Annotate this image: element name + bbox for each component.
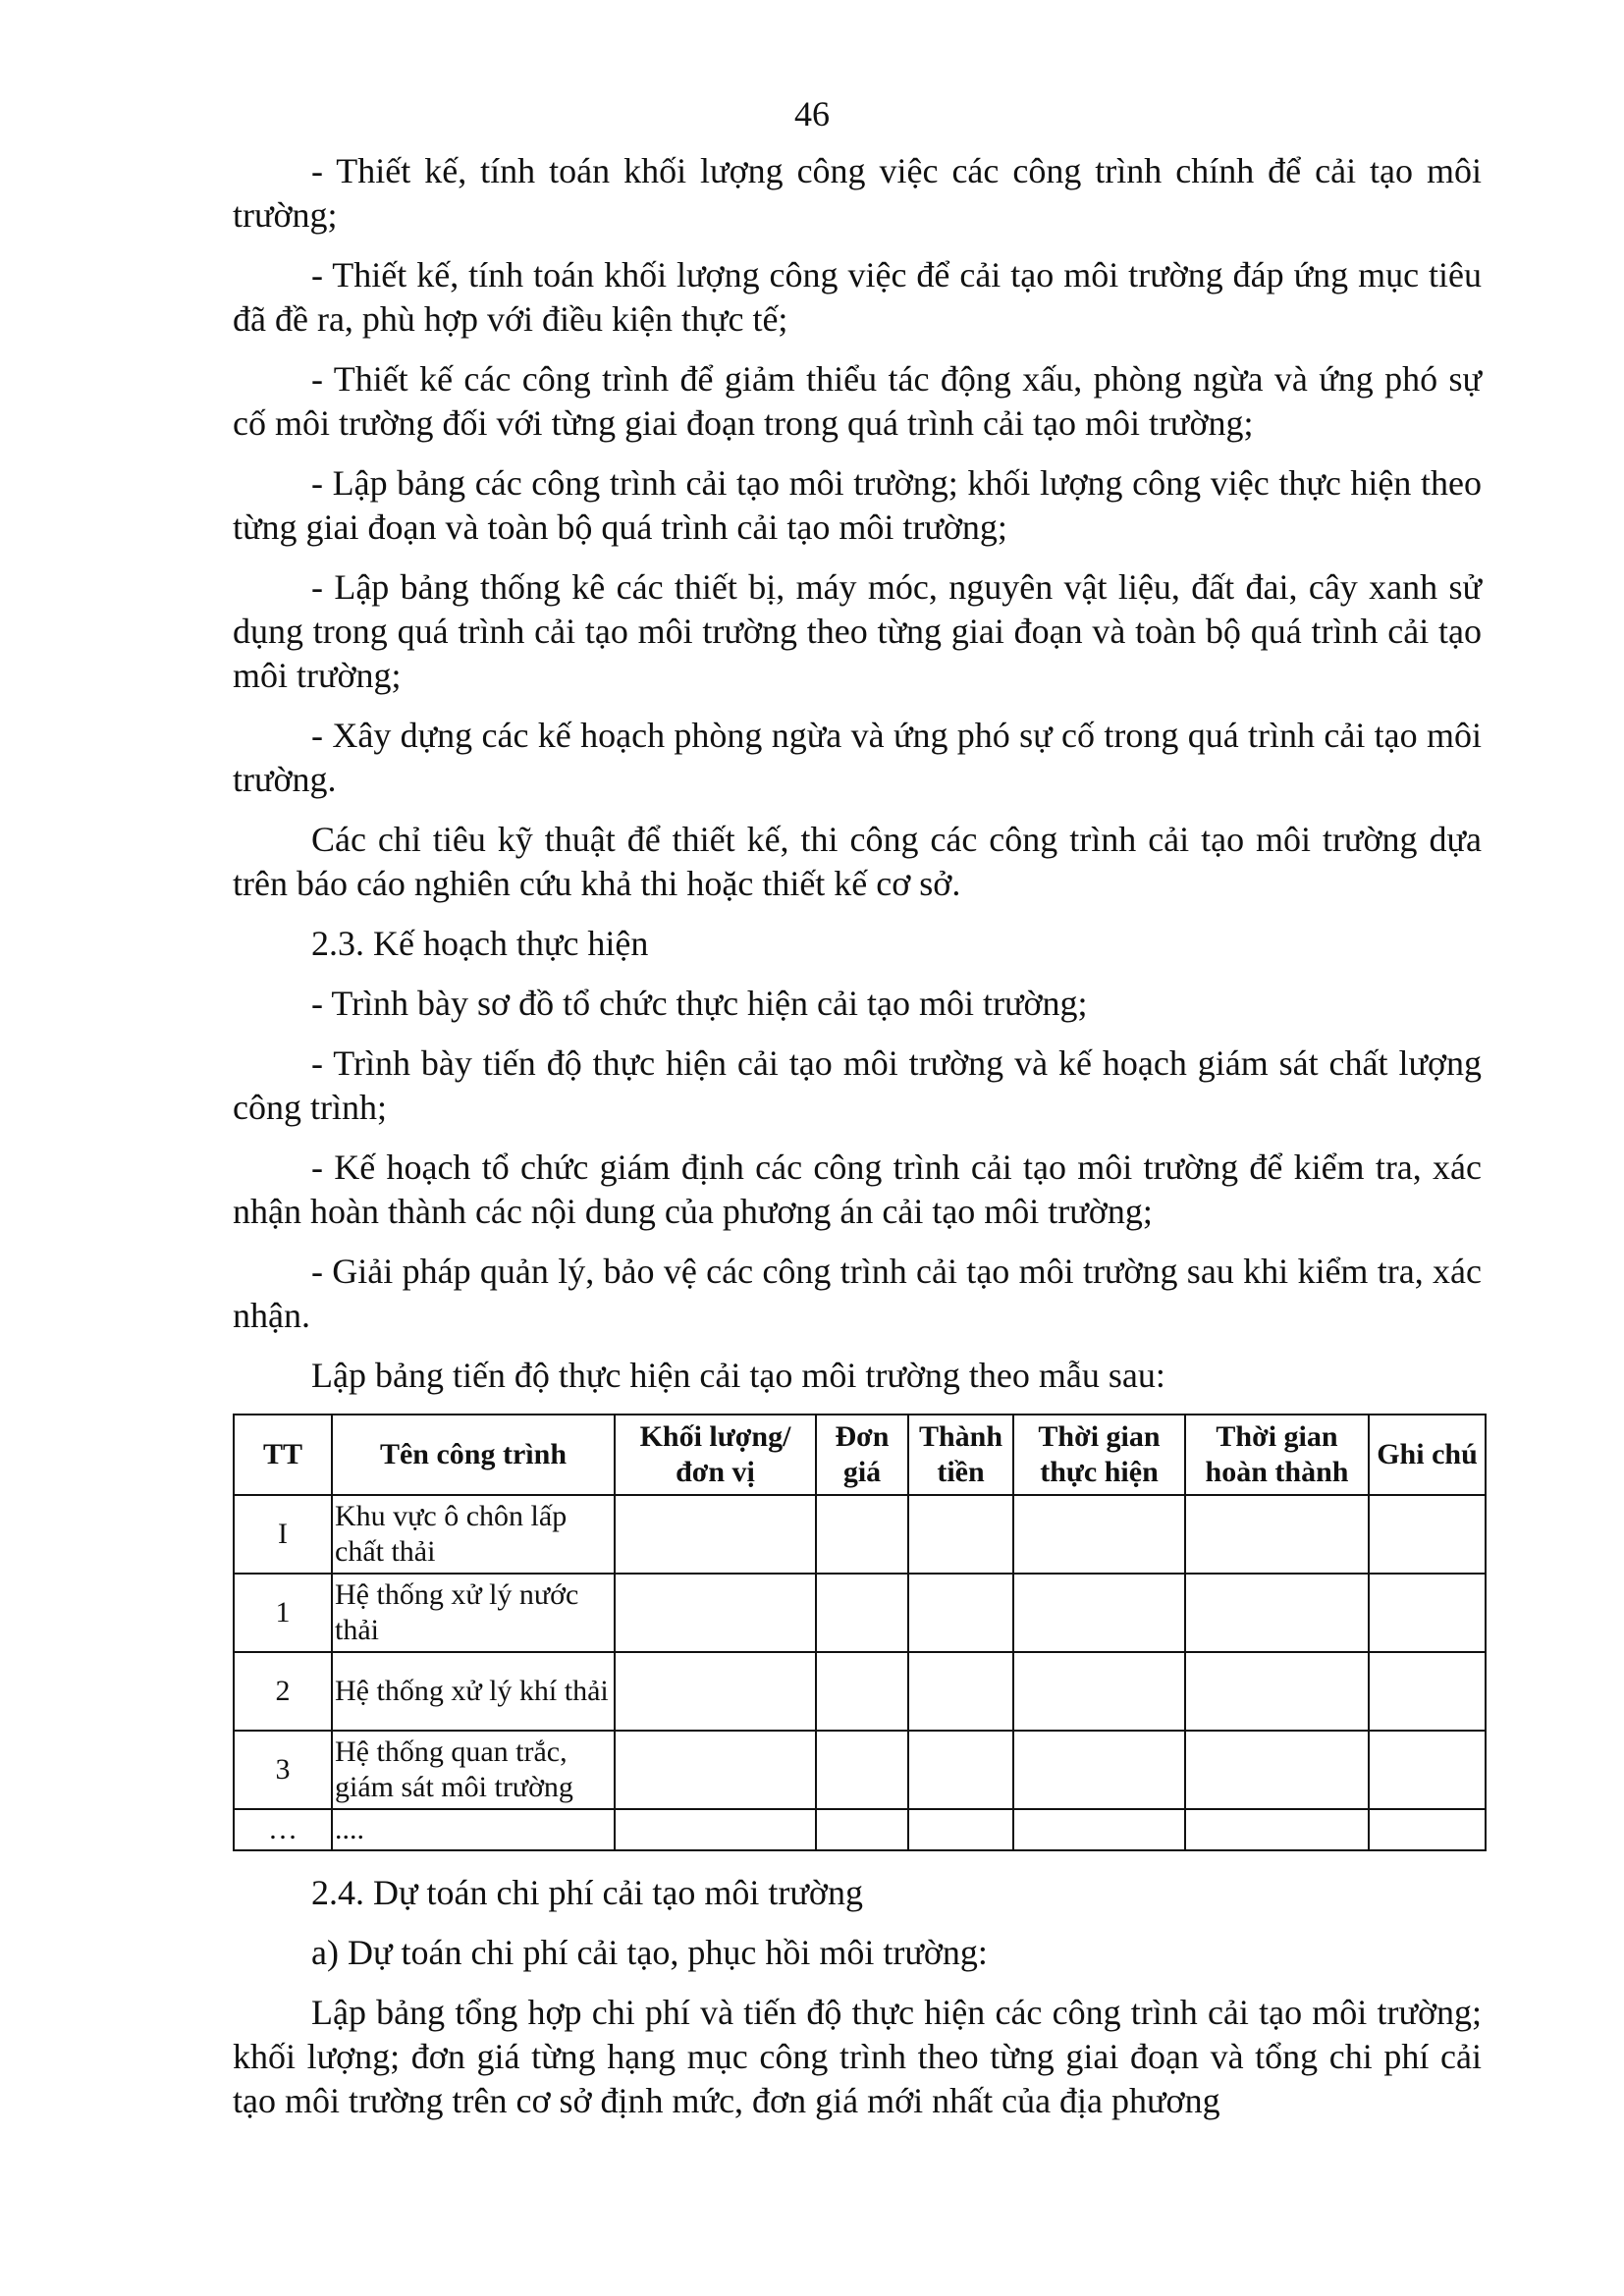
table-cell-name: Hệ thống xử lý nước thải [332, 1574, 615, 1652]
table-cell [816, 1731, 908, 1809]
table-cell [1185, 1495, 1369, 1574]
table-row [234, 1809, 1486, 1850]
table-cell-name: .... [332, 1809, 615, 1850]
table-cell [615, 1652, 816, 1731]
table-header: TT [234, 1415, 332, 1495]
paragraph: - Kế hoạch tổ chức giám định các công trình cải tạo môi trường để kiểm tra, xác nhận hoàn thành các nội dung của phương án cải tạo môi trường; [233, 1148, 1482, 1231]
table-cell [1369, 1495, 1486, 1574]
table-header: Thời gian thực hiện [1013, 1415, 1185, 1495]
table-cell [1013, 1809, 1185, 1850]
table-cell [615, 1495, 816, 1574]
table-cell [816, 1574, 908, 1652]
paragraph: Lập bảng tổng hợp chi phí và tiến độ thực hiện các công trình cải tạo môi trường; khối lượng; đơn giá từng hạng mục công trình theo từng giai đoạn và tổng chi phí cải tạo môi trường trên cơ sở định mức, đơn giá mới nhất của địa phương [233, 1993, 1482, 2120]
table-cell [615, 1731, 816, 1809]
table-header: Thời gian hoàn thành [1185, 1415, 1369, 1495]
table-cell [908, 1495, 1013, 1574]
paragraph: Các chỉ tiêu kỹ thuật để thiết kế, thi công các công trình cải tạo môi trường dựa trên báo cáo nghiên cứu khả thi hoặc thiết kế cơ sở. [233, 820, 1482, 903]
table-cell [1013, 1731, 1185, 1809]
table-cell [615, 1574, 816, 1652]
paragraph: - Trình bày tiến độ thực hiện cải tạo môi trường và kế hoạch giám sát chất lượng công trình; [233, 1043, 1482, 1127]
table-header: Khối lượng/ đơn vị [615, 1415, 816, 1495]
table-header-row [234, 1415, 1486, 1495]
paragraph: - Trình bày sơ đồ tổ chức thực hiện cải tạo môi trường; [311, 984, 1088, 1023]
paragraph: - Giải pháp quản lý, bảo vệ các công trình cải tạo môi trường sau khi kiểm tra, xác nhận. [233, 1252, 1482, 1335]
table-cell-tt: 2 [234, 1652, 332, 1731]
table-row [234, 1495, 1486, 1574]
table-header: Thành tiền [908, 1415, 1013, 1495]
section-heading: 2.4. Dự toán chi phí cải tạo môi trường [311, 1873, 863, 1912]
paragraph: - Thiết kế, tính toán khối lượng công việc để cải tạo môi trường đáp ứng mục tiêu đã đề ra, phù hợp với điều kiện thực tế; [233, 255, 1482, 339]
table-row [234, 1731, 1486, 1809]
table-cell [1013, 1574, 1185, 1652]
table-cell [908, 1574, 1013, 1652]
paragraph: - Thiết kế các công trình để giảm thiểu tác động xấu, phòng ngừa và ứng phó sự cố môi trường đối với từng giai đoạn trong quá trình cải tạo môi trường; [233, 359, 1482, 443]
section-heading: 2.3. Kế hoạch thực hiện [311, 924, 649, 963]
table-row [234, 1574, 1486, 1652]
table-cell [1369, 1652, 1486, 1731]
table-cell [1185, 1809, 1369, 1850]
table-cell-name: Hệ thống quan trắc, giám sát môi trường [332, 1731, 615, 1809]
document-body [233, 149, 1482, 2139]
table-cell-tt: I [234, 1495, 332, 1574]
table-cell [1369, 1574, 1486, 1652]
paragraph: - Thiết kế, tính toán khối lượng công việc các công trình chính để cải tạo môi trường; [233, 151, 1482, 235]
table-cell-tt: … [234, 1809, 332, 1850]
table-cell-tt: 1 [234, 1574, 332, 1652]
paragraph: - Lập bảng thống kê các thiết bị, máy móc, nguyên vật liệu, đất đai, cây xanh sử dụng trong quá trình cải tạo môi trường theo từng giai đoạn và toàn bộ quá trình cải tạo môi trường; [233, 567, 1482, 695]
subsection-heading: a) Dự toán chi phí cải tạo, phục hồi môi trường: [311, 1933, 988, 1972]
table-cell [615, 1809, 816, 1850]
table-cell [1185, 1652, 1369, 1731]
table-row [234, 1652, 1486, 1731]
table-cell [1369, 1809, 1486, 1850]
table-cell [1185, 1731, 1369, 1809]
table-cell [816, 1652, 908, 1731]
table-cell-tt: 3 [234, 1731, 332, 1809]
table-cell [908, 1809, 1013, 1850]
table-header: Tên công trình [332, 1415, 615, 1495]
table-header: Ghi chú [1369, 1415, 1486, 1495]
table-cell [1369, 1731, 1486, 1809]
table-cell [908, 1652, 1013, 1731]
table-cell [1013, 1495, 1185, 1574]
page-number: 46 [794, 94, 830, 133]
table-cell-name: Khu vực ô chôn lấp chất thải [332, 1495, 615, 1574]
table-cell [816, 1809, 908, 1850]
table-cell [908, 1731, 1013, 1809]
table-cell [816, 1495, 908, 1574]
table-cell-name: Hệ thống xử lý khí thải [332, 1652, 615, 1731]
paragraph: - Xây dựng các kế hoạch phòng ngừa và ứng phó sự cố trong quá trình cải tạo môi trường. [233, 716, 1482, 799]
paragraph: - Lập bảng các công trình cải tạo môi trường; khối lượng công việc thực hiện theo từng giai đoạn và toàn bộ quá trình cải tạo môi trường; [233, 463, 1482, 547]
table-cell [1013, 1652, 1185, 1731]
paragraph: Lập bảng tiến độ thực hiện cải tạo môi trường theo mẫu sau: [311, 1356, 1165, 1395]
progress-table [233, 1414, 1487, 1851]
table-cell [1185, 1574, 1369, 1652]
table-header: Đơn giá [816, 1415, 908, 1495]
